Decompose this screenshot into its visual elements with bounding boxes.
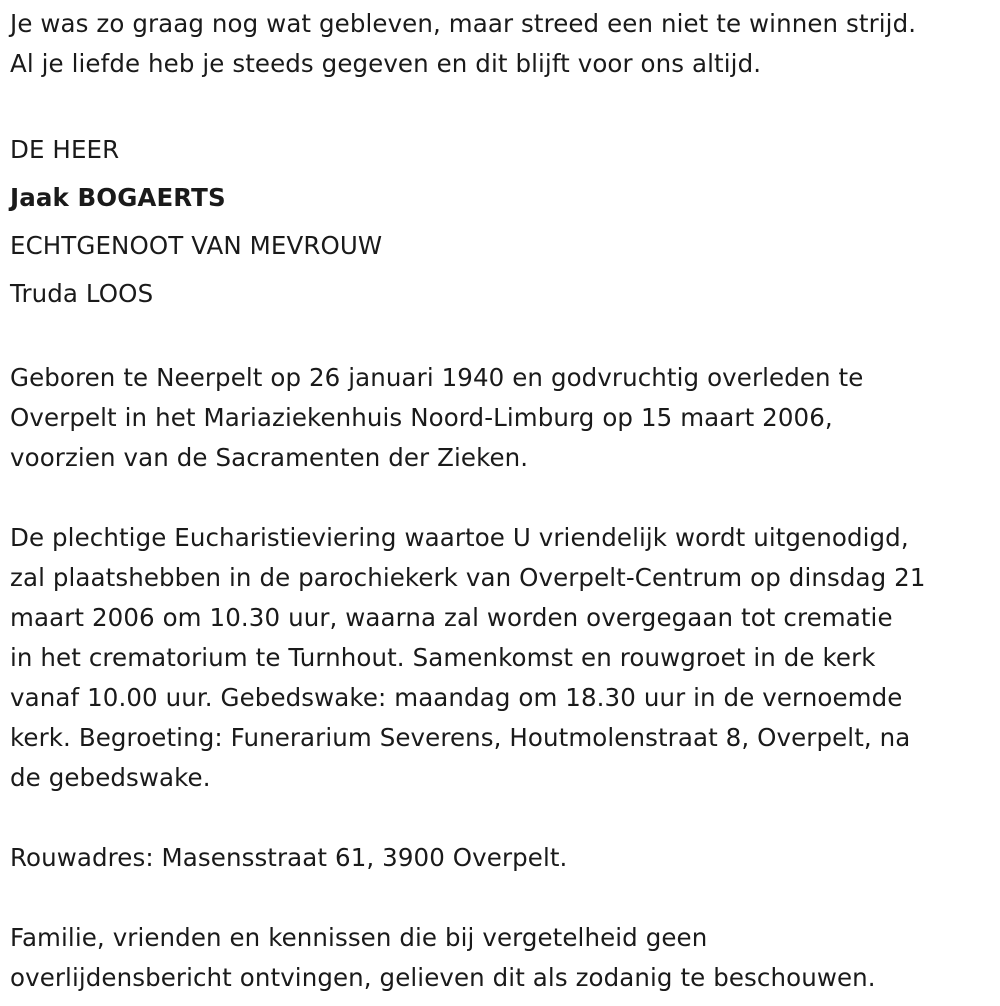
closing-paragraph (10, 918, 995, 998)
spacer (10, 798, 995, 838)
paragraph-line: overlijdensbericht ontvingen, gelieven dit als zodanig te beschouwen. (10, 963, 876, 992)
spacer (10, 84, 995, 124)
paragraph-line: voorzien van de Sacramenten der Zieken. (10, 443, 529, 472)
paragraph-line: Overpelt in het Mariaziekenhuis Noord-Limburg op 15 maart 2006, (10, 403, 833, 432)
birth-death-paragraph (10, 358, 995, 478)
paragraph-line: De plechtige Eucharistieviering waartoe U vriendelijk wordt uitgenodigd, (10, 523, 909, 552)
poem-block (10, 4, 995, 84)
paragraph-line: de gebedswake. (10, 763, 211, 792)
poem-line: Je was zo graag nog wat gebleven, maar streed een niet te winnen strijd. (10, 9, 917, 38)
deceased-title: DE HEER (10, 135, 120, 164)
paragraph-line: vanaf 10.00 uur. Gebedswake: maandag om 18.30 uur in de vernoemde (10, 683, 903, 712)
deceased-name: Jaak BOGAERTS (10, 183, 226, 212)
poem-line: Al je liefde heb je steeds gegeven en dit blijft voor ons altijd. (10, 49, 762, 78)
address-paragraph (10, 838, 995, 878)
spouse-name: Truda LOOS (10, 279, 154, 308)
paragraph-line: Geboren te Neerpelt op 26 januari 1940 en godvruchtig overleden te (10, 363, 864, 392)
spacer (10, 318, 995, 358)
paragraph-line: maart 2006 om 10.30 uur, waarna zal worden overgegaan tot crematie (10, 603, 893, 632)
ceremony-paragraph (10, 518, 995, 798)
deceased-block (10, 126, 995, 318)
paragraph-line: Familie, vrienden en kennissen die bij vergetelheid geen (10, 923, 708, 952)
mourning-address: Rouwadres: Masensstraat 61, 3900 Overpelt. (10, 843, 568, 872)
paragraph-line: zal plaatshebben in de parochiekerk van Overpelt-Centrum op dinsdag 21 (10, 563, 926, 592)
spacer (10, 478, 995, 518)
deceased-relation: ECHTGENOOT VAN MEVROUW (10, 231, 383, 260)
obituary-document (10, 4, 995, 998)
paragraph-line: in het crematorium te Turnhout. Samenkomst en rouwgroet in de kerk (10, 643, 876, 672)
spacer (10, 878, 995, 918)
paragraph-line: kerk. Begroeting: Funerarium Severens, Houtmolenstraat 8, Overpelt, na (10, 723, 911, 752)
